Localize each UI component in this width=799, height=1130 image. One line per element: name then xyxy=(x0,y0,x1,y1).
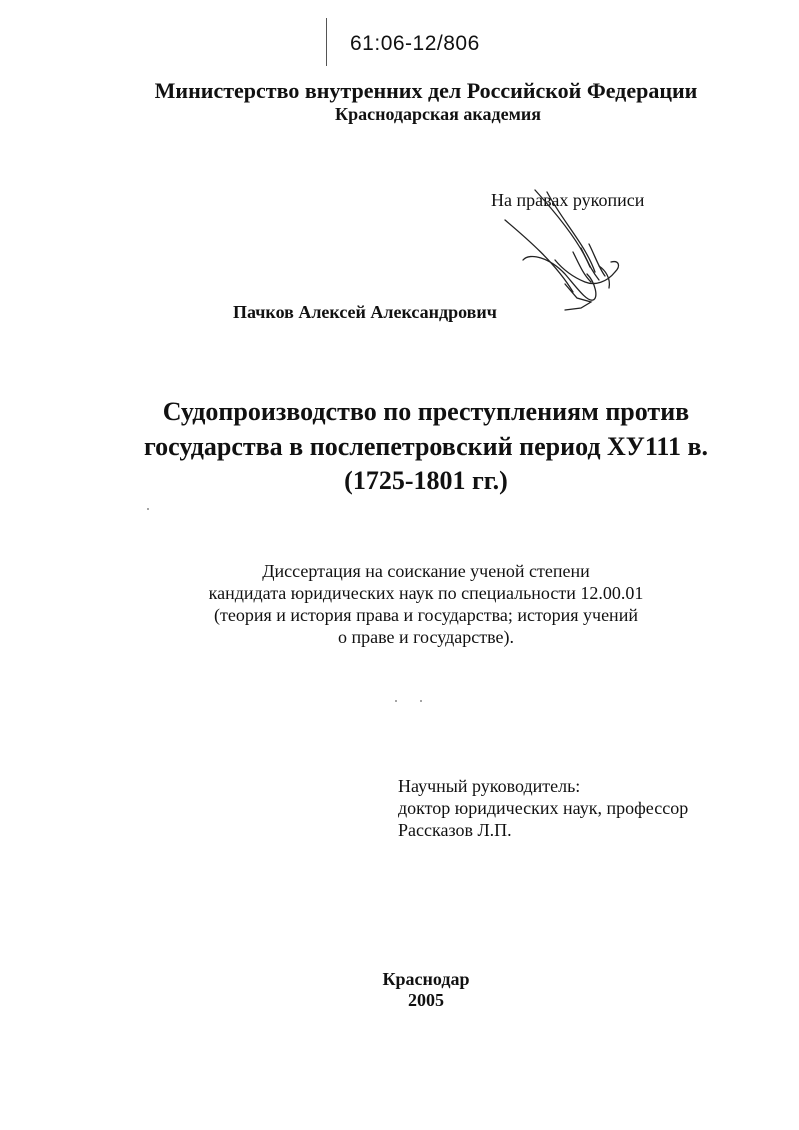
title-line-3: (1725-1801 гг.) xyxy=(344,466,508,495)
description-line-2: кандидата юридических наук по специальности 12.00.01 xyxy=(208,583,644,603)
academy-heading: Краснодарская академия xyxy=(335,104,541,124)
description-line-1: Диссертация на соискание ученой степени xyxy=(262,561,590,581)
scan-speck xyxy=(147,508,149,510)
title-line-1: Судопроизводство по преступлениям против xyxy=(162,397,690,426)
supervisor-degree: доктор юридических наук, профессор xyxy=(398,798,689,818)
library-stamp-code: 61:06-12/806 xyxy=(350,32,480,55)
description-line-3: (теория и история права и государства; история учений xyxy=(214,605,638,625)
title-line-2: государства в послепетровский период ХУ111 в. xyxy=(143,432,709,461)
city-label: Краснодар xyxy=(382,969,470,989)
description-line-4: о праве и государстве). xyxy=(337,627,515,647)
signature-icon xyxy=(495,182,635,322)
supervisor-label: Научный руководитель: xyxy=(398,776,581,796)
author-name: Пачков Алексей Александрович xyxy=(233,302,497,322)
year-label: 2005 xyxy=(408,990,444,1010)
supervisor-name: Рассказов Л.П. xyxy=(398,820,512,840)
scan-speck xyxy=(420,700,422,702)
stamp-divider xyxy=(326,18,327,66)
scan-speck xyxy=(395,700,397,702)
ministry-heading: Министерство внутренних дел Российской Федерации xyxy=(154,78,698,103)
rights-note: На правах рукописи xyxy=(491,190,645,210)
